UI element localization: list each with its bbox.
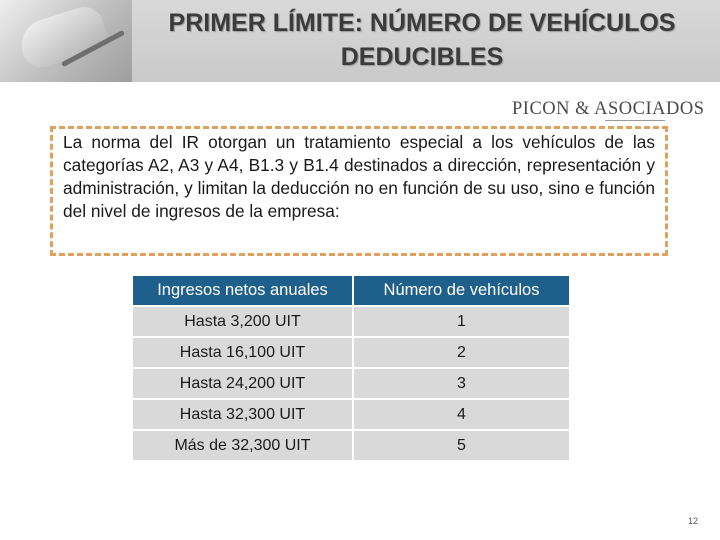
logo-underline — [605, 120, 665, 121]
table-row — [133, 430, 569, 460]
vehicles-table — [133, 276, 569, 460]
vehicles-cell: 5 — [353, 430, 569, 460]
vehicles-cell: 3 — [353, 368, 569, 399]
table-row — [133, 306, 569, 337]
table-header-row — [133, 276, 569, 306]
table-row — [133, 399, 569, 430]
company-logo: PICON & ASOCIADOS — [512, 99, 705, 119]
header-vehicles: Número de vehículos — [353, 276, 569, 306]
intro-textbox — [50, 126, 668, 256]
vehicles-cell: 1 — [353, 306, 569, 337]
income-cell: Hasta 32,300 UIT — [133, 399, 353, 430]
income-cell: Más de 32,300 UIT — [133, 430, 353, 460]
vehicles-cell: 2 — [353, 337, 569, 368]
table-row — [133, 368, 569, 399]
income-cell: Hasta 16,100 UIT — [133, 337, 353, 368]
page-number: 12 — [688, 516, 699, 526]
slide-title — [132, 6, 712, 74]
income-cell: Hasta 3,200 UIT — [133, 306, 353, 337]
header-photo — [0, 0, 132, 82]
title-line-1: PRIMER LÍMITE: NÚMERO DE VEHÍCULOS — [168, 9, 676, 37]
vehicles-cell: 4 — [353, 399, 569, 430]
title-line-2: DEDUCIBLES — [340, 43, 504, 71]
table-row — [133, 337, 569, 368]
income-cell: Hasta 24,200 UIT — [133, 368, 353, 399]
intro-paragraph: La norma del IR otorgan un tratamiento especial a los vehículos de las categorías A2, A3 y A4, B1.3 y B1.4 destinados a dirección, representación y administración, y limitan la deducción no en función de su uso, sino e función del nivel de ingresos de la empresa: — [63, 132, 655, 221]
header-income: Ingresos netos anuales — [133, 276, 353, 306]
header-band — [0, 0, 720, 82]
